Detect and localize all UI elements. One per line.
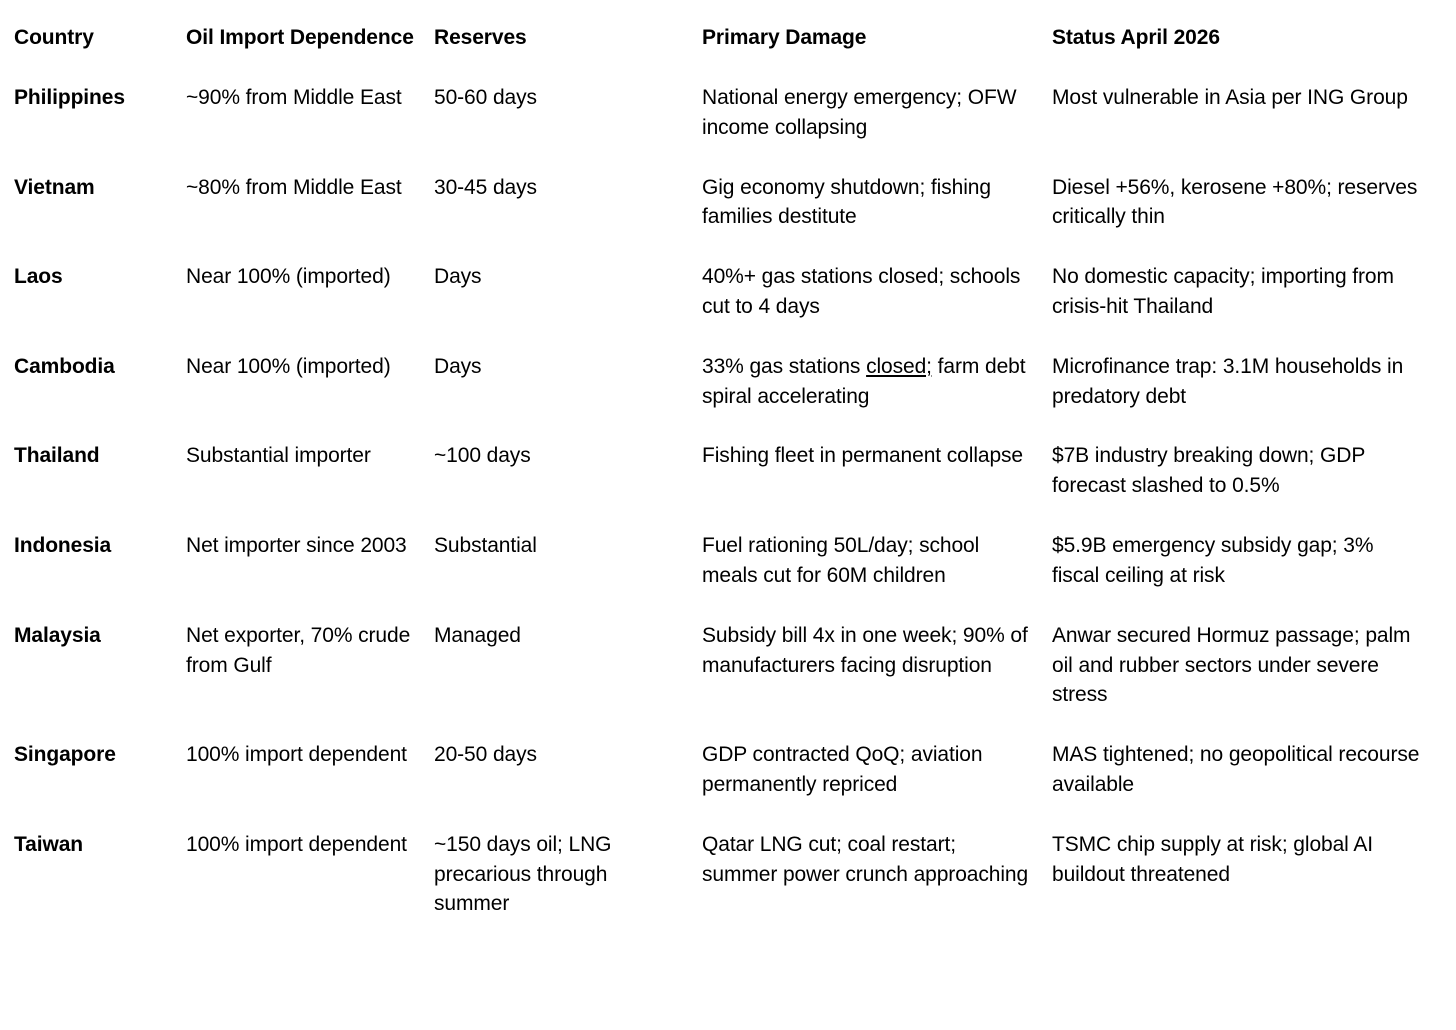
cell-status: MAS tightened; no geopolitical recourse available bbox=[1052, 743, 1420, 796]
cell-status: Most vulnerable in Asia per ING Group bbox=[1052, 85, 1408, 109]
cell-reserves: ~150 days oil; LNG precarious through summer bbox=[434, 832, 612, 916]
cell-damage: GDP contracted QoQ; aviation permanently repriced bbox=[702, 743, 983, 796]
cell-damage: Subsidy bill 4x in one week; 90% of manufacturers facing disruption bbox=[702, 623, 1028, 677]
country-oil-crisis-table bbox=[14, 24, 1440, 925]
cell-reserves: 20-50 days bbox=[434, 743, 537, 767]
table-row bbox=[14, 83, 1440, 173]
cell-country: Indonesia bbox=[14, 534, 112, 558]
cell-status: Microfinance trap: 3.1M households in predatory debt bbox=[1052, 354, 1404, 408]
table-row bbox=[14, 830, 1440, 925]
cell-damage: 40%+ gas stations closed; schools cut to 4 days bbox=[702, 265, 1021, 319]
damage-text-post: farm debt spiral accelerating bbox=[702, 354, 1026, 408]
table-row bbox=[14, 352, 1440, 442]
cell-reserves: Substantial bbox=[434, 534, 537, 558]
cell-reserves: 50-60 days bbox=[434, 85, 537, 109]
cell-reserves: Days bbox=[434, 265, 482, 289]
cell-dependence: Net importer since 2003 bbox=[186, 534, 407, 558]
cell-dependence: Substantial importer bbox=[186, 444, 371, 468]
cell-country: Taiwan bbox=[14, 832, 84, 856]
cell-damage: Qatar LNG cut; coal restart; summer power crunch approaching bbox=[702, 832, 1029, 886]
table-row bbox=[14, 441, 1440, 531]
cell-country: Laos bbox=[14, 265, 63, 289]
cell-reserves: 30-45 days bbox=[434, 175, 537, 199]
damage-text-pre: 33% gas stations bbox=[702, 354, 867, 378]
cell-reserves: Managed bbox=[434, 623, 521, 647]
table-row bbox=[14, 740, 1440, 830]
cell-status: TSMC chip supply at risk; global AI buildout threatened bbox=[1052, 832, 1373, 886]
cell-country: Vietnam bbox=[14, 175, 95, 199]
table-row bbox=[14, 262, 1440, 352]
cell-dependence: 100% import dependent bbox=[186, 832, 407, 856]
column-header-country: Country bbox=[14, 26, 94, 49]
column-header-reserves: Reserves bbox=[434, 26, 527, 49]
damage-link[interactable]: closed; bbox=[866, 354, 932, 378]
cell-status: $5.9B emergency subsidy gap; 3% fiscal ceiling at risk bbox=[1052, 534, 1374, 587]
cell-country: Philippines bbox=[14, 85, 125, 109]
cell-dependence: Near 100% (imported) bbox=[186, 354, 391, 378]
cell-country: Cambodia bbox=[14, 354, 115, 378]
column-header-primary-damage: Primary Damage bbox=[702, 26, 867, 49]
table-row bbox=[14, 173, 1440, 263]
table-header-row bbox=[14, 24, 1440, 83]
cell-status: Diesel +56%, kerosene +80%; reserves critically thin bbox=[1052, 175, 1418, 229]
table-header bbox=[14, 24, 1440, 83]
cell-reserves: Days bbox=[434, 354, 482, 378]
cell-status: No domestic capacity; importing from crisis-hit Thailand bbox=[1052, 265, 1394, 319]
cell-dependence: ~80% from Middle East bbox=[186, 175, 402, 199]
cell-dependence: Net exporter, 70% crude from Gulf bbox=[186, 623, 411, 677]
cell-damage: Gig economy shutdown; fishing families destitute bbox=[702, 175, 991, 229]
cell-damage bbox=[702, 352, 1052, 442]
column-header-status: Status April 2026 bbox=[1052, 26, 1220, 49]
table-body bbox=[14, 83, 1440, 925]
table-row bbox=[14, 621, 1440, 740]
cell-country: Thailand bbox=[14, 444, 100, 468]
cell-reserves: ~100 days bbox=[434, 444, 531, 468]
cell-status: Anwar secured Hormuz passage; palm oil and rubber sectors under severe stress bbox=[1052, 623, 1411, 707]
cell-damage: Fuel rationing 50L/day; school meals cut for 60M children bbox=[702, 534, 980, 587]
cell-country: Malaysia bbox=[14, 623, 101, 647]
cell-dependence: 100% import dependent bbox=[186, 743, 407, 767]
column-header-oil-import-dependence: Oil Import Dependence bbox=[186, 26, 414, 49]
cell-damage: National energy emergency; OFW income collapsing bbox=[702, 85, 1017, 139]
cell-dependence: Near 100% (imported) bbox=[186, 265, 391, 289]
table-row bbox=[14, 531, 1440, 621]
cell-dependence: ~90% from Middle East bbox=[186, 85, 402, 109]
cell-damage: Fishing fleet in permanent collapse bbox=[702, 444, 1024, 468]
cell-status: $7B industry breaking down; GDP forecast slashed to 0.5% bbox=[1052, 444, 1365, 498]
cell-country: Singapore bbox=[14, 743, 116, 767]
